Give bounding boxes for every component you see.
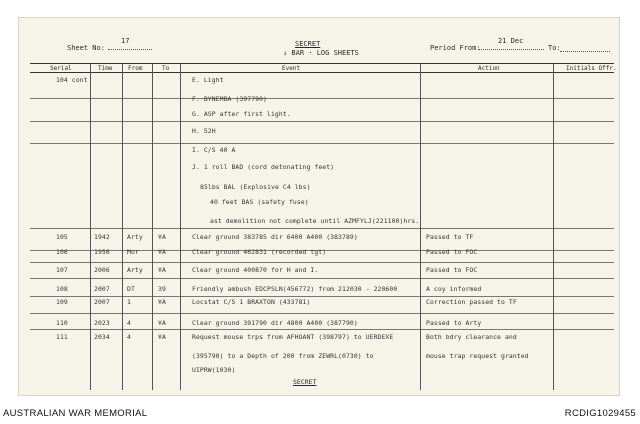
cell-event: 85lbs BAL (Explosive C4 lbs) (200, 183, 311, 191)
cell-from: Arty (127, 266, 143, 274)
cell-time: 1956 (94, 248, 110, 256)
cell-from: DT (127, 285, 135, 293)
cell-from: Arty (127, 233, 143, 241)
cell-event: Clear ground 462831 (recorded tgt) (192, 248, 327, 256)
cell-action: Correction passed to TF (426, 298, 517, 306)
cell-action: Both bdry clearance and (426, 333, 517, 341)
cell-event: I. C/S 40 A (192, 146, 236, 154)
cell-action: Passed to FOC (426, 266, 478, 274)
col-divider (180, 64, 181, 390)
cell-event: Clear ground 383785 dir 6400 A400 (383789) (192, 233, 358, 241)
cell-event: J. 1 roll BAD (cord detonating feet) (192, 163, 335, 171)
col-header-time: Time (98, 65, 113, 72)
cell-serial: 109 (56, 298, 68, 306)
col-divider (152, 64, 153, 390)
cell-event: ast demolition not complete until AZMFYLJ(221100)hrs. (210, 217, 420, 225)
cell-time: 2007 (94, 298, 110, 306)
cell-from: 4 (127, 319, 131, 327)
footer-record-id: RCDIG1029455 (564, 408, 636, 419)
cell-to: 39 (158, 285, 166, 293)
cell-serial: 110 (56, 319, 68, 327)
cell-time: 2034 (94, 333, 110, 341)
classification-top: SECRET (295, 40, 321, 48)
cell-serial: 108 (56, 285, 68, 293)
period-from-value: 21 Dec (498, 37, 524, 45)
cell-serial: 107 (56, 266, 68, 274)
cell-action: Passed to TF (426, 233, 474, 241)
cell-from: 4 (127, 333, 131, 341)
col-header-to: To (162, 65, 170, 72)
cell-event: F. BYNEMBA (397790) (192, 95, 268, 103)
period-from-label: Period From: (430, 44, 481, 52)
cell-event: E. Light (192, 76, 224, 84)
cell-serial: 106 (56, 248, 68, 256)
cell-to: ¥A (158, 319, 166, 327)
sheet-no-label: Sheet No: (67, 44, 105, 52)
col-header-event: Event (282, 65, 301, 72)
cell-event: Friendly ambush EDCPSLN(456772) from 212030 - 220600 (192, 285, 398, 293)
cell-event: 40 feet BAS (safety fuse) (210, 198, 309, 206)
cell-to: ¥A (158, 266, 166, 274)
cell-serial: 111 (56, 333, 68, 341)
cell-serial: 105 (56, 233, 68, 241)
cell-event: H. 52H (192, 127, 216, 135)
cell-to: ¥A (158, 248, 166, 256)
cell-event: Locstat C/S 1 BRAXTON (433781) (192, 298, 311, 306)
table-header-rule (30, 72, 614, 73)
cell-action: Passed to FOC (426, 248, 478, 256)
cell-to: ¥A (158, 233, 166, 241)
cell-from: 1 (127, 298, 131, 306)
cell-action: A coy informed (426, 285, 482, 293)
cell-from: Mor (127, 248, 139, 256)
cell-time: 1942 (94, 233, 110, 241)
cell-time: 2007 (94, 285, 110, 293)
footer-institution: AUSTRALIAN WAR MEMORIAL (3, 408, 148, 419)
classification-bottom: SECRET (293, 378, 317, 386)
sheet-title: ↓ BAR · LOG SHEETS (283, 49, 359, 57)
col-header-initials: Initials Offr. (566, 65, 617, 72)
cell-time: 2006 (94, 266, 110, 274)
cell-event: Request mouse trps from AFHOANT (398797) to UERDEXE (192, 333, 394, 341)
col-header-action: Action (478, 65, 500, 72)
col-divider (122, 64, 123, 390)
col-header-from: From (128, 65, 143, 72)
cell-action: mouse trap request granted (426, 352, 529, 360)
cell-action: Passed to Arty (426, 319, 482, 327)
to-field (560, 44, 610, 52)
col-divider (553, 64, 554, 390)
cell-serial: 104 cont (56, 76, 88, 84)
to-label: To: (548, 44, 561, 52)
col-divider (90, 64, 91, 390)
col-header-serial: Serial (50, 65, 72, 72)
cell-event: (395790) to a Depth of 200 from ZEWRL(0730) to (192, 352, 374, 360)
sheet-no-value: 17 (121, 37, 130, 45)
col-divider (420, 64, 421, 390)
cell-event: Clear ground 400870 for H and I. (192, 266, 319, 274)
cell-event: G. ASP after first light. (192, 110, 291, 118)
cell-to: ¥A (158, 298, 166, 306)
cell-event: Clear ground 391790 dir 4800 A400 (387790) (192, 319, 358, 327)
cell-event: UIPRW(1030) (192, 366, 236, 374)
cell-to: ¥A (158, 333, 166, 341)
cell-time: 2023 (94, 319, 110, 327)
table-top-rule (30, 63, 614, 64)
